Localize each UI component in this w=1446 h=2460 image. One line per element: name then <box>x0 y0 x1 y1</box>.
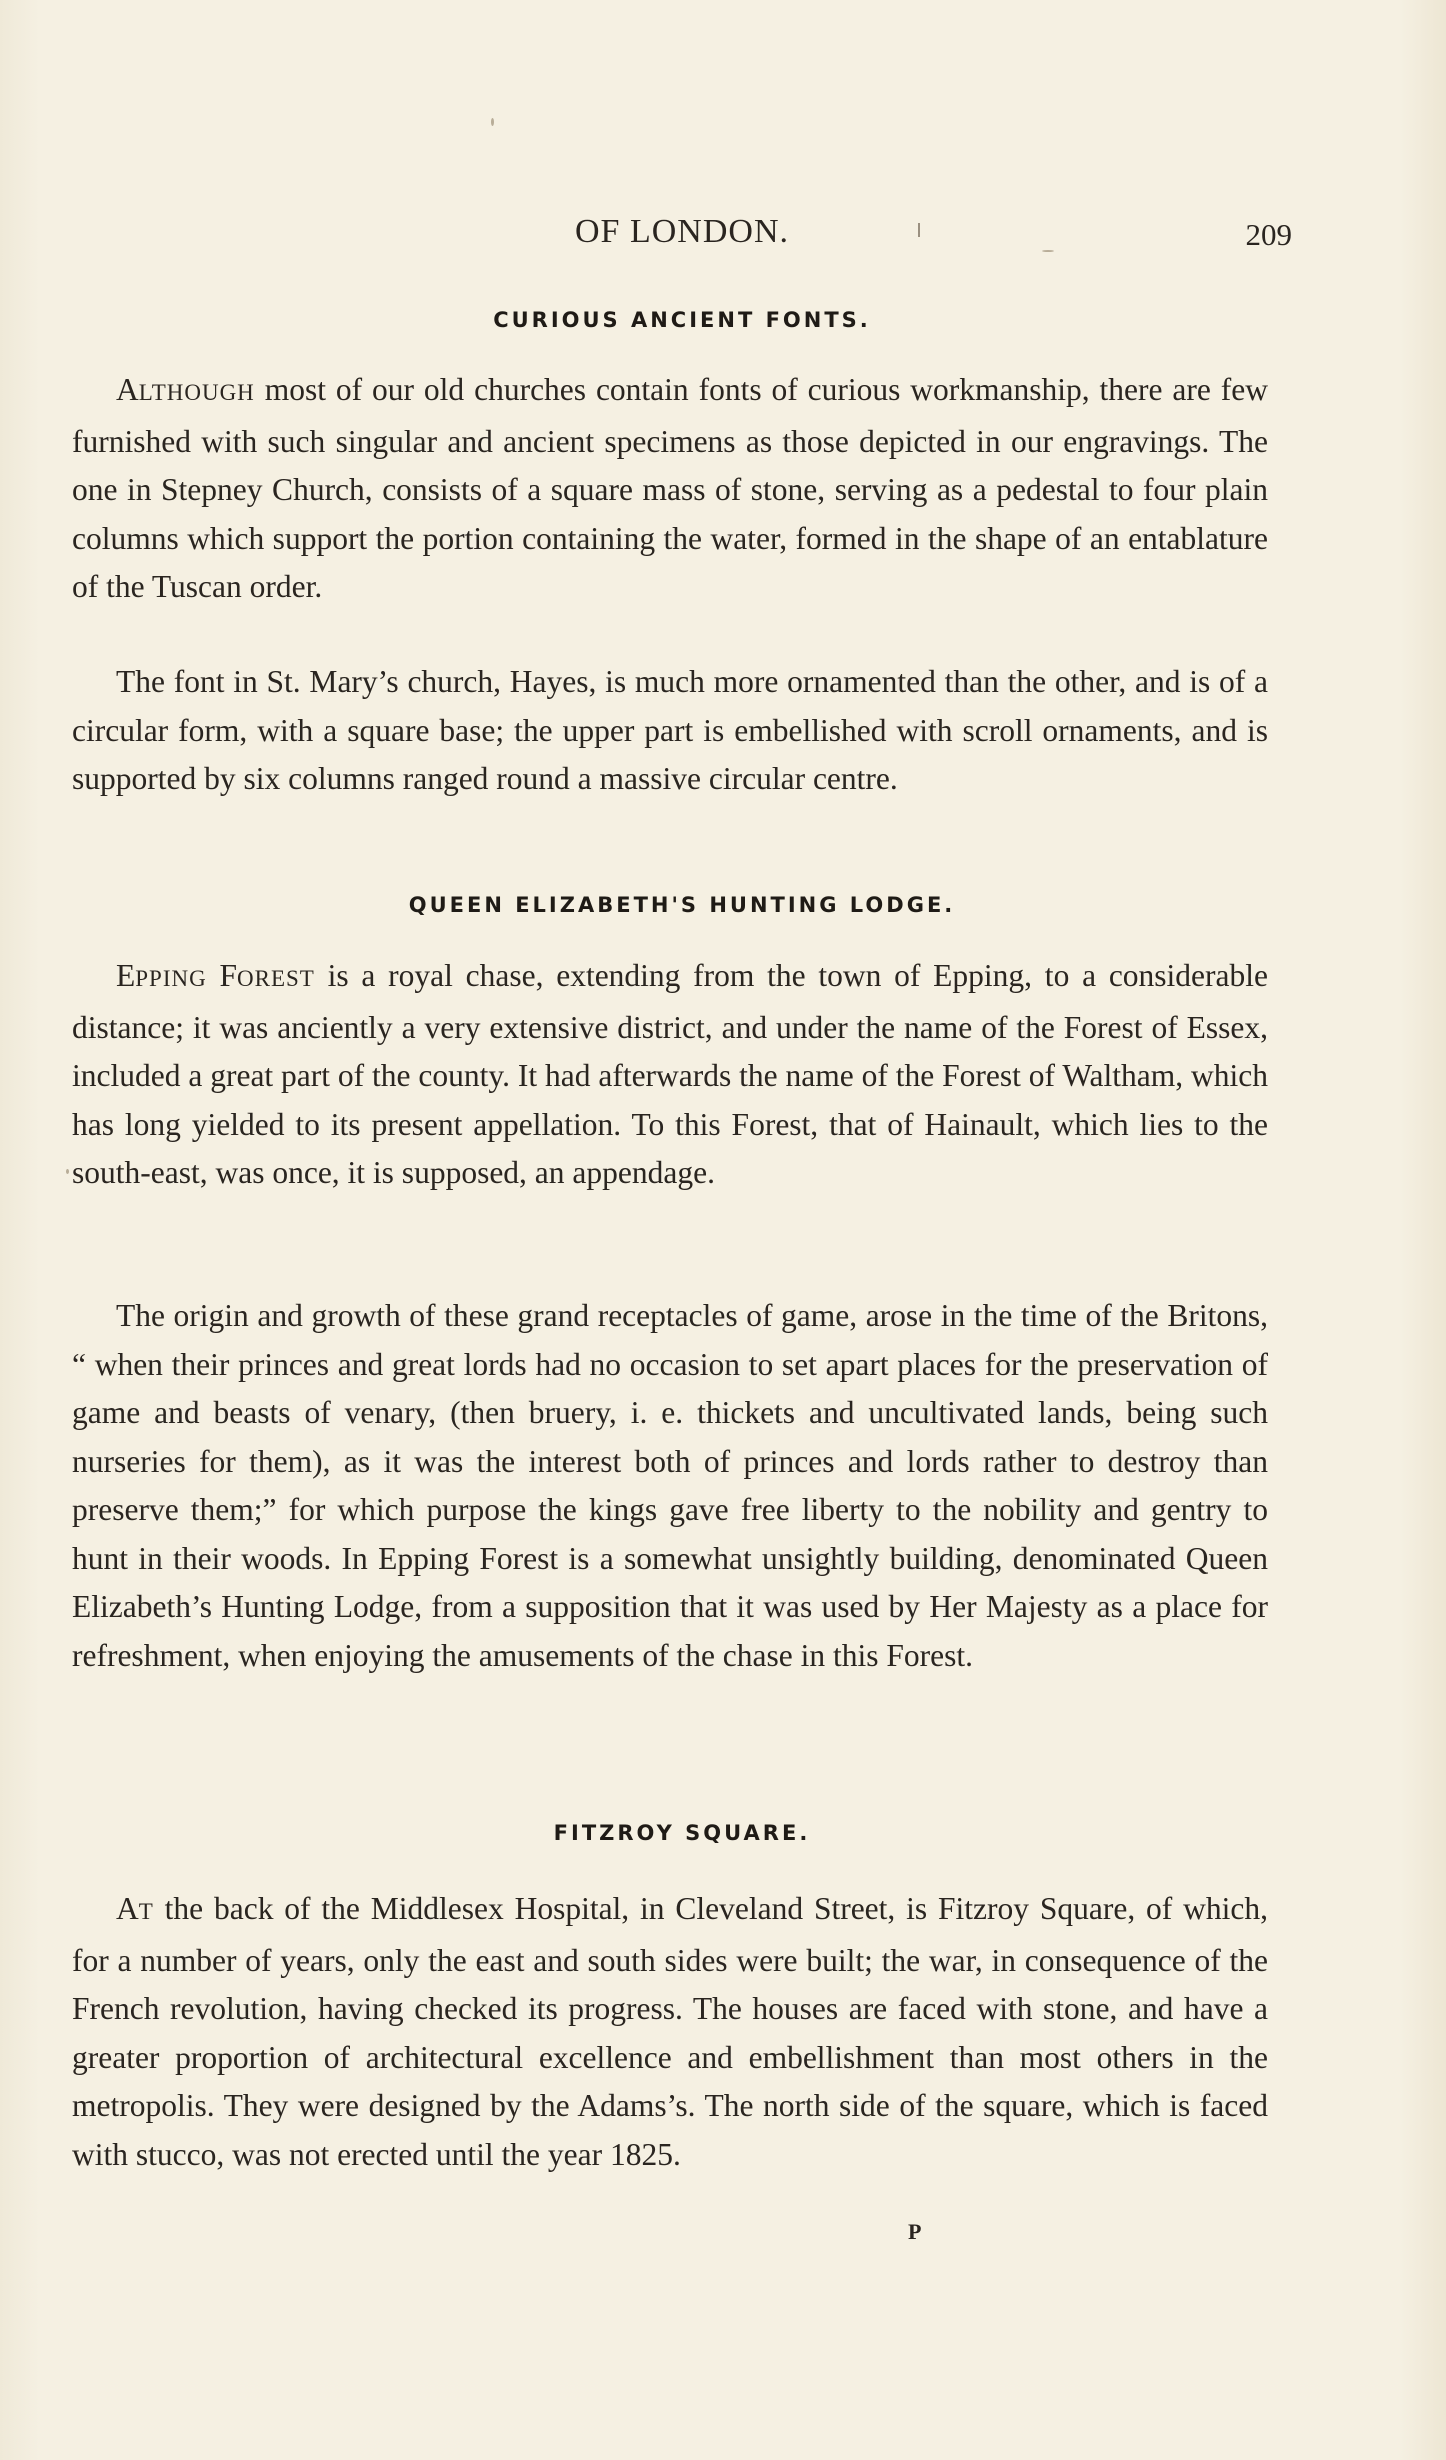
paragraph-text: is a royal chase, extending from the town of Epping, to a considerable distance; it was anciently a very extensive district, and under the name of the Forest of Essex, included a great part of the county. It had afterwards the name of the Forest of Waltham, which has long yielded to its present appellation. To this Forest, that of Hainault, which lies to the south-east, was once, it is supposed, an appendage. <box>72 958 1268 1190</box>
section-heading-fitzroy: FITZROY SQUARE. <box>553 1821 811 1845</box>
paragraph-text: the back of the Middlesex Hospital, in Cleveland Street, is Fitzroy Square, of which, for a number of years, only the east and south sides were built; the war, in consequence of the French revolution, having checked its progress. The houses are faced with stone, and have a greater proportion of architectural excellence and embellishment than most others in the metropolis. They were designed by the Adams’s. The north side of the square, which is faced with stucco, was not erected until the year 1825. <box>72 1891 1268 2172</box>
paper-speck <box>1042 250 1054 252</box>
small-caps-lead: T <box>138 1899 154 1924</box>
section-heading-hunting-lodge: QUEEN ELIZABETH'S HUNTING LODGE. <box>408 893 956 917</box>
paper-speck <box>66 1169 69 1174</box>
paragraph-lodge-1 <box>72 952 1268 1198</box>
paragraph-body <box>72 366 1268 612</box>
small-caps-lead: PPING <box>135 966 207 991</box>
paragraph-fitzroy <box>72 1885 1268 2179</box>
paragraph-body <box>72 952 1268 1198</box>
signature-mark: P <box>908 2219 922 2244</box>
drop-letter: A <box>116 1891 139 1926</box>
small-caps-lead: OREST <box>237 966 315 991</box>
paragraph-lodge-2 <box>72 1292 1268 1680</box>
section-heading-fonts: CURIOUS ANCIENT FONTS. <box>493 308 871 332</box>
running-title: OF LONDON. <box>575 213 789 250</box>
drop-letter: F <box>219 958 238 993</box>
paragraph-text: most of our old churches contain fonts of curious workmanship, there are few furnished with such singular and ancient specimens as those depicted in our engravings. The one in Stepney Church, consists of a square mass of stone, serving as a pedestal to four plain columns which support the portion containing the water, formed in the shape of an entablature of the Tuscan order. <box>72 372 1268 604</box>
page-number: 209 <box>1245 217 1292 252</box>
paragraph-body <box>72 1885 1268 2179</box>
paragraph-fonts-1 <box>72 366 1268 612</box>
paragraph-text: The origin and growth of these grand receptacles of game, arose in the time of the Britons, “ when their princes and great lords had no occasion to set apart places for the preservation of game and beasts of venary, (then bruery, i. e. thickets and uncultivated lands, being such nurseries for them), as it was the interest both of princes and lords rather to destroy than preserve them;” for which purpose the kings gave free liberty to the nobility and gentry to hunt in their woods. In Epping Forest is a somewhat unsightly building, denominated Queen Elizabeth’s Hunting Lodge, from a supposition that it was used by Her Majesty as a place for refreshment, when enjoying the amusements of the chase in this Forest. <box>72 1298 1268 1673</box>
paper-speck <box>491 118 494 126</box>
running-head <box>72 205 1292 261</box>
paragraph-fonts-2 <box>72 658 1268 804</box>
small-caps-lead: LTHOUGH <box>138 380 255 405</box>
drop-letter: E <box>116 958 136 993</box>
paragraph-text: The font in St. Mary’s church, Hayes, is much more ornamented than the other, and is of a circular form, with a square base; the upper part is embellished with scroll ornaments, and is supported by six columns ranged round a massive circular centre. <box>72 664 1268 796</box>
print-mark <box>918 223 920 237</box>
drop-letter: A <box>116 372 139 407</box>
